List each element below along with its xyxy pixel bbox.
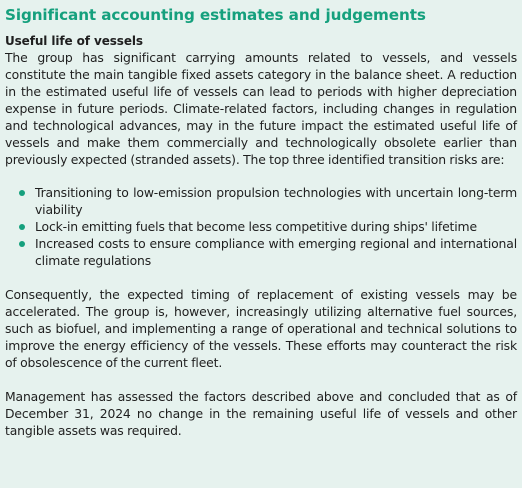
list-item — [19, 184, 517, 218]
section-title: Significant accounting estimates and judgements — [5, 6, 426, 24]
bullet-dot-icon — [19, 224, 25, 230]
paragraph-intro: The group has significant carrying amounts related to vessels, and vessels constitute the main tangible fixed assets category in the balance sheet. A reduction in the estimated useful life of vessels can lead to periods with higher depreciation expense in future periods. Climate-related factors, including changes in regulation and technological advances, may in the future impact the estimated useful life of vessels and make them commercially and technologically obsolete earlier than previously expected (stranded assets). The top three identified transition risks are: — [5, 50, 517, 167]
list-item — [19, 218, 517, 235]
transition-risks-list — [5, 184, 517, 269]
list-item-text: Lock-in emitting fuels that become less competitive during ships' lifetime — [35, 219, 477, 234]
list-item — [19, 235, 517, 269]
bullet-dot-icon — [19, 190, 25, 196]
paragraph-conclusion: Management has assessed the factors described above and concluded that as of December 31, 2024 no change in the remaining useful life of vessels and other tangible assets was required. — [5, 389, 517, 438]
list-item-text: Increased costs to ensure compliance with emerging regional and international climate regulations — [35, 236, 517, 268]
paragraph-consequences: Consequently, the expected timing of replacement of existing vessels may be accelerated. The group is, however, increasingly utilizing alternative fuel sources, such as biofuel, and implementing a range of operational and technical solutions to improve the energy efficiency of the vessels. These efforts may counteract the risk of obsolescence of the current fleet. — [5, 287, 517, 370]
bullet-dot-icon — [19, 241, 25, 247]
subheading-useful-life: Useful life of vessels — [5, 34, 143, 48]
list-item-text: Transitioning to low-emission propulsion technologies with uncertain long-term viability — [35, 185, 517, 217]
